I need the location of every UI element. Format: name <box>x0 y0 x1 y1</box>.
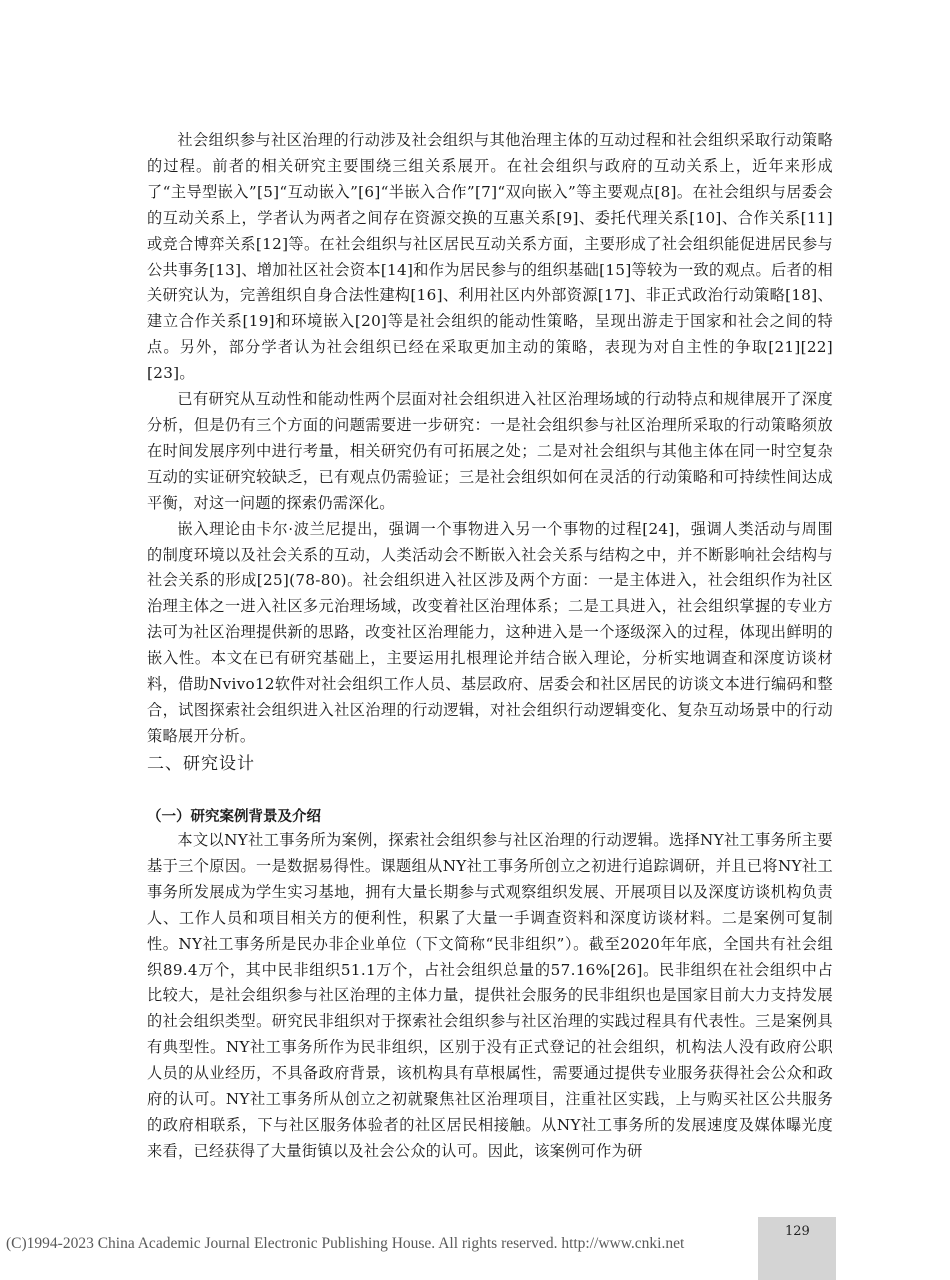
paragraph-literature-review: 社会组织参与社区治理的行动涉及社会组织与其他治理主体的互动过程和社会组织采取行动策略的过程。前者的相关研究主要围绕三组关系展开。在社会组织与政府的互动关系上，近年来形成了“主导型嵌入”[5]“互动嵌入”[6]“半嵌入合作”[7]“双向嵌入”等主要观点[8]。在社会组织与居委会的互动关系上，学者认为两者之间存在资源交换的互惠关系[9]、委托代理关系[10]、合作关系[11]或竞合博弈关系[12]等。在社会组织与社区居民互动关系方面，主要形成了社会组织能促进居民参与公共事务[13]、增加社区社会资本[14]和作为居民参与的组织基础[15]等较为一致的观点。后者的相关研究认为，完善组织自身合法性建构[16]、利用社区内外部资源[17]、非正式政治行动策略[18]、建立合作关系[19]和环境嵌入[20]等是社会组织的能动性策略，呈现出游走于国家和社会之间的特点。另外，部分学者认为社会组织已经在采取更加主动的策略，表现为对自主性的争取[21][22][23]。 <box>147 131 833 383</box>
body-text-section-1 <box>147 128 833 750</box>
body-text-section-2 <box>147 828 833 1165</box>
copyright-footer: (C)1994-2023 China Academic Journal Electronic Publishing House. All rights reserved. http://www.cnki.net <box>6 1235 685 1252</box>
paragraph-case-background: 本文以NY社工事务所为案例，探索社会组织参与社区治理的行动逻辑。选择NY社工事务所主要基于三个原因。一是数据易得性。课题组从NY社工事务所创立之初进行追踪调研，并且已将NY社工事务所发展成为学生实习基地，拥有大量长期参与式观察组织发展、开展项目以及深度访谈机构负责人、工作人员和项目相关方的便利性，积累了大量一手调查资料和深度访谈材料。二是案例可复制性。NY社工事务所是民办非企业单位（下文简称“民非组织”）。截至2020年年底，全国共有社会组织89.4万个，其中民非组织51.1万个，占社会组织总量的57.16%[26]。民非组织在社会组织中占比较大，是社会组织参与社区治理的主体力量，提供社会服务的民非组织也是国家目前大力支持发展的社会组织类型。研究民非组织对于探索社会组织参与社区治理的实践过程具有代表性。三是案例具有典型性。NY社工事务所作为民非组织，区别于没有正式登记的社会组织，机构法人没有政府公职人员的从业经历，不具备政府背景，该机构具有草根属性，需要通过提供专业服务获得社会公众和政府的认可。NY社工事务所从创立之初就聚焦社区治理项目，注重社区实践，上与购买社区公共服务的政府相联系，下与社区服务体验者的社区居民相接触。从NY社工事务所的发展速度及媒体曝光度来看，已经获得了大量街镇以及社会公众的认可。因此，该案例可作为研 <box>147 831 833 1160</box>
section-heading: 二、研究设计 <box>147 754 255 774</box>
paragraph-research-gap: 已有研究从互动性和能动性两个层面对社会组织进入社区治理场域的行动特点和规律展开了深度分析，但是仍有三个方面的问题需要进一步研究：一是社会组织参与社区治理所采取的行动策略须放在时间发展序列中进行考量，相关研究仍有可拓展之处；二是对社会组织与其他主体在同一时空复杂互动的实证研究较缺乏，已有观点仍需验证；三是社会组织如何在灵活的行动策略和可持续性间达成平衡，对这一问题的探索仍需深化。 <box>147 390 833 512</box>
page-number: 129 <box>785 1224 810 1239</box>
paragraph-embedding-theory: 嵌入理论由卡尔·波兰尼提出，强调一个事物进入另一个事物的过程[24]，强调人类活动与周围的制度环境以及社会关系的互动，人类活动会不断嵌入社会关系与结构之中，并不断影响社会结构与社会关系的形成[25](78-80)。社会组织进入社区涉及两个方面：一是主体进入，社会组织作为社区治理主体之一进入社区多元治理场域，改变着社区治理体系；二是工具进入，社会组织掌握的专业方法可为社区治理提供新的思路，改变社区治理能力，这种进入是一个逐级深入的过程，体现出鲜明的嵌入性。本文在已有研究基础上，主要运用扎根理论并结合嵌入理论，分析实地调查和深度访谈材料，借助Nvivo12软件对社会组织工作人员、基层政府、居委会和社区居民的访谈文本进行编码和整合，试图探索社会组织进入社区治理的行动逻辑，对社会组织行动逻辑变化、复杂互动场景中的行动策略展开分析。 <box>147 519 833 745</box>
sub-heading: （一）研究案例背景及介绍 <box>147 809 321 825</box>
